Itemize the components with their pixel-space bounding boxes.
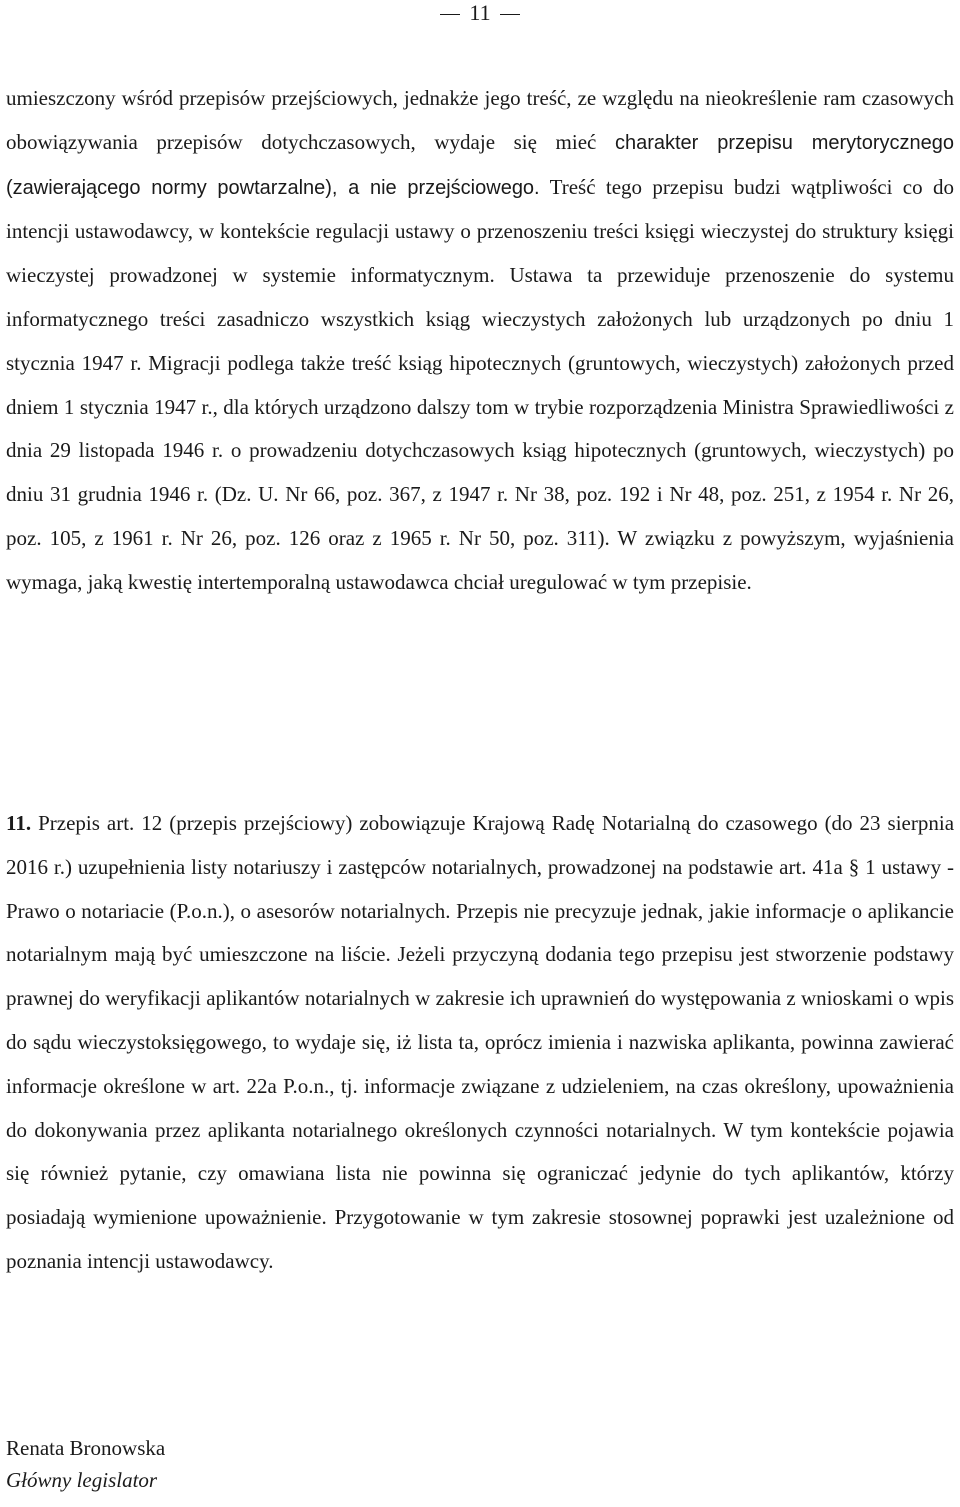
- signature-title: Główny legislator: [6, 1468, 158, 1492]
- page-number-dash-left: [440, 14, 460, 15]
- signature-block: [6, 1432, 165, 1496]
- paragraph-1-lead: umieszczony wśród przepisów przejściowych, jednakże jego treść, ze względu na nieokreślenie ram czasowych obowiązywania przepisów dotychczasowych, wydaje się mieć: [6, 86, 954, 154]
- signature-name: Renata Bronowska: [6, 1436, 166, 1460]
- paragraph-1: [6, 77, 954, 605]
- paragraph-2: [6, 802, 954, 1284]
- page-number-dash-right: [500, 14, 520, 15]
- paragraph-2-text: Przepis art. 12 (przepis przejściowy) zobowiązuje Krajową Radę Notarialną do czasowego (do 23 sierpnia 2016 r.) uzupełnienia listy notariuszy i zastępców notarialnych, prowadzonej na podstawie art. 41a § 1 ustawy - Prawo o notariacie (P.o.n.), o asesorów notarialnych. Przepis nie precyzuje jednak, jakie informacje o aplikancie notarialnym mają być umieszczone na liście. Jeżeli przyczyną dodania tego przepisu jest stworzenie podstawy prawnej do weryfikacji aplikantów notarialnych w zakresie ich uprawnień do występowania z wnioskami o wpis do sądu wieczystoksięgowego, to wydaje się, iż lista ta, oprócz imienia i nazwiska aplikanta, powinna zawierać informacje określone w art. 22a P.o.n., tj. informacje związane z udzieleniem, na czas określony, upoważnienia do dokonywania przez aplikanta notarialnego określonych czynności notarialnych. W tym kontekście pojawia się również pytanie, czy omawiana lista nie powinna się ograniczać jedynie do tych aplikantów, którzy posiadają wymienione upoważnienie. Przygotowanie w tym zakresie stosownej poprawki jest uzależnione od poznania intencji ustawodawcy.: [6, 811, 955, 1273]
- page-number-value: 11: [469, 0, 491, 25]
- paragraph-1-rest: Treść tego przepisu budzi wątpliwości co do intencji ustawodawcy, w kontekście regulacji ustawy o przenoszeniu treści księgi wieczystej do struktury księgi wieczystej prowadzonej w systemie informatycznym. Ustawa ta przewiduje przenoszenie do systemu informatycznego treści zasadniczo wszystkich ksiąg wieczystych założonych lub urządzonych po dniu 1 stycznia 1947 r. Migracji podlega także treść ksiąg hipotecznych (gruntowych, wieczystych) założonych przed dniem 1 stycznia 1947 r., dla których urządzono dalszy tom w trybie rozporządzenia Ministra Sprawiedliwości z dnia 29 listopada 1946 r. o prowadzeniu dotychczasowych ksiąg hipotecznych (gruntowych, wieczystych) po dniu 31 grudnia 1946 r. (Dz. U. Nr 66, poz. 367, z 1947 r. Nr 38, poz. 192 i Nr 48, poz. 251, z 1954 r. Nr 26, poz. 105, z 1961 r. Nr 26, poz. 126 oraz z 1965 r. Nr 50, poz. 311). W związku z powyższym, wyjaśnienia wymaga, jaką kwestię intertemporalną ustawodawca chciał uregulować w tym przepisie.: [6, 174, 954, 594]
- paragraph-1-middle: charakter przepisu merytorycznego (zawierającego normy powtarzalne), a nie przejściowego.: [6, 131, 954, 199]
- paragraph-2-number: 11.: [6, 811, 32, 835]
- page-number: [0, 0, 960, 26]
